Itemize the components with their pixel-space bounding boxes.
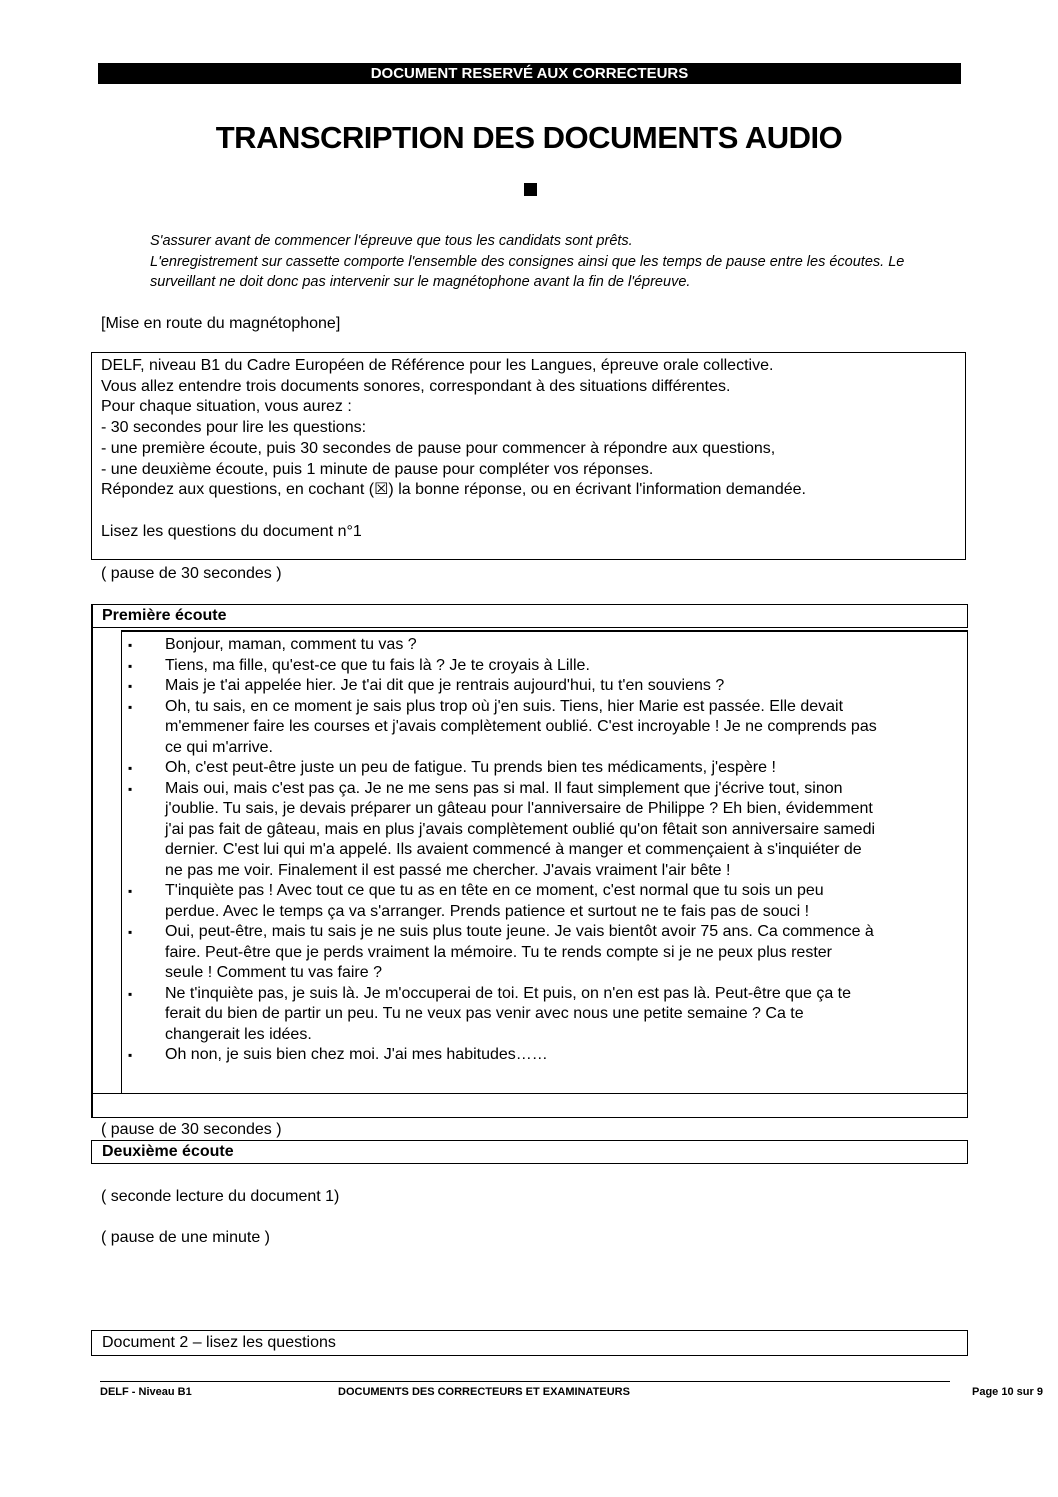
bullet-icon: ▪ bbox=[128, 1048, 133, 1062]
dialogue-item bbox=[128, 984, 958, 1046]
intro-line: - 30 secondes pour lire les questions: bbox=[101, 419, 367, 437]
dialogue-item bbox=[128, 656, 958, 677]
instructions bbox=[150, 231, 950, 293]
dialogue-line: ce qui m'arrive. bbox=[165, 738, 273, 756]
document-2-box: Document 2 – lisez les questions bbox=[91, 1330, 968, 1356]
dialogue-item bbox=[128, 779, 958, 882]
bullet-icon: ▪ bbox=[128, 761, 133, 775]
dialogue-line: Oh non, je suis bien chez moi. J'ai mes habitudes…… bbox=[165, 1046, 548, 1063]
dialogue-line: ne pas me voir. Finalement il est passé me chercher. J'avais vraiment l'air bête ! bbox=[165, 861, 731, 879]
dialogue-line: Mais oui, mais c'est pas ça. Je ne me sens pas si mal. Il faut simplement que j'écrive tout, sinon bbox=[165, 779, 843, 797]
bullet-icon: ▪ bbox=[128, 679, 133, 693]
second-listening-header: Deuxième écoute bbox=[91, 1140, 968, 1164]
square-marker-icon bbox=[524, 183, 537, 196]
dialogue-line: Bonjour, maman, comment tu vas ? bbox=[165, 636, 417, 653]
dialogue-line: Tiens, ma fille, qu'est-ce que tu fais là ? Je te croyais à Lille. bbox=[165, 656, 590, 674]
footer-page-number: Page 10 sur 9 bbox=[972, 1386, 1043, 1398]
dialogue-item bbox=[128, 758, 958, 779]
second-reading-note: ( seconde lecture du document 1) bbox=[101, 1188, 340, 1205]
dialogue-item bbox=[128, 697, 958, 759]
page-title: TRANSCRIPTION DES DOCUMENTS AUDIO bbox=[215, 120, 843, 155]
dialogue-line: j'ai pas fait de gâteau, mais en plus j'avais complètement oublié qu'on fêtait son anniversaire samedi bbox=[165, 820, 876, 838]
dialogue-item bbox=[128, 635, 958, 656]
first-listening-header: Première écoute bbox=[91, 604, 968, 628]
dialogue-line: Oh, c'est peut-être juste un peu de fatigue. Tu prends bien tes médicaments, j'espère ! bbox=[165, 759, 776, 776]
footer-divider bbox=[100, 1381, 950, 1382]
intro-line: Pour chaque situation, vous aurez : bbox=[101, 398, 352, 416]
bullet-icon: ▪ bbox=[128, 699, 133, 714]
pause-note: ( pause de 30 secondes ) bbox=[101, 1121, 282, 1138]
intro-line: Répondez aux questions, en cochant (☒) la bonne réponse, ou en écrivant l'information demandée. bbox=[101, 481, 806, 499]
intro-line: Vous allez entendre trois documents sonores, correspondant à des situations différentes. bbox=[101, 377, 731, 395]
dialogue-transcript bbox=[128, 635, 958, 1066]
dialogue-line: dernier. C'est lui qui m'a appelé. Ils avaient commencé à manger et commençaient à s'inquiéter de bbox=[165, 841, 862, 858]
bullet-icon: ▪ bbox=[128, 925, 133, 939]
dialogue-line: Ne t'inquiète pas, je suis là. Je m'occuperai de toi. Et puis, on n'en est pas là. Peut-être que ça te bbox=[165, 984, 851, 1002]
instruction-line: L'enregistrement sur cassette comporte l'ensemble des consignes ainsi que les temps de pause entre les écoutes. Le bbox=[150, 253, 905, 270]
intro-text bbox=[101, 356, 961, 542]
section-rule bbox=[91, 604, 93, 1118]
dialogue-line: Oh, tu sais, en ce moment je sais plus trop où j'en suis. Tiens, hier Marie est passée. Elle devait bbox=[165, 697, 844, 715]
bullet-icon: ▪ bbox=[128, 638, 133, 652]
intro-line: - une première écoute, puis 30 secondes de pause pour commencer à répondre aux questions, bbox=[101, 439, 776, 457]
instruction-line: surveillant ne doit donc pas intervenir sur le magnétophone avant la fin de l'épreuve. bbox=[150, 274, 691, 290]
dialogue-item bbox=[128, 1045, 958, 1066]
start-note: [Mise en route du magnétophone] bbox=[101, 315, 341, 332]
dialogue-line: Oui, peut-être, mais tu sais je ne suis plus toute jeune. Je vais bientôt avoir 75 ans. Ca commence à bbox=[165, 923, 874, 940]
bullet-icon: ▪ bbox=[128, 658, 133, 673]
dialogue-line: faire. Peut-être que je perds vraiment la mémoire. Tu te rends compte si je ne peux plus rester bbox=[165, 943, 832, 961]
dialogue-line: j'oublie. Tu sais, je devais préparer un gâteau pour l'anniversaire de Philippe ? Eh bien, évidemment bbox=[165, 800, 873, 817]
footer-center: DOCUMENTS DES CORRECTEURS ET EXAMINATEURS bbox=[338, 1386, 630, 1398]
dialogue-line: seule ! Comment tu vas faire ? bbox=[165, 964, 382, 981]
dialogue-item bbox=[128, 922, 958, 984]
dialogue-line: Mais je t'ai appelée hier. Je t'ai dit que je rentrais aujourd'hui, tu t'en souviens ? bbox=[165, 677, 725, 694]
dialogue-line: m'emmener faire les courses et j'avais complètement oublié. C'est incroyable ! Je ne comprends pas bbox=[165, 718, 877, 735]
intro-line: DELF, niveau B1 du Cadre Européen de Référence pour les Langues, épreuve orale collective. bbox=[101, 357, 774, 374]
pause-note: ( pause de une minute ) bbox=[101, 1229, 270, 1246]
instruction-line: S'assurer avant de commencer l'épreuve que tous les candidats sont prêts. bbox=[150, 233, 633, 249]
dialogue-line: ferait du bien de partir un peu. Tu ne veux pas venir avec nous une petite semaine ? Ca te bbox=[165, 1005, 804, 1022]
intro-line: - une deuxième écoute, puis 1 minute de pause pour compléter vos réponses. bbox=[101, 460, 654, 478]
dialogue-item bbox=[128, 676, 958, 697]
footer-left: DELF - Niveau B1 bbox=[100, 1386, 192, 1398]
reserved-banner: DOCUMENT RESERVÉ AUX CORRECTEURS bbox=[98, 63, 961, 84]
dialogue-footer-box bbox=[91, 1093, 968, 1118]
dialogue-line: perdue. Avec le temps ça va s'arranger. Prends patience et surtout ne te fais pas de souci ! bbox=[165, 902, 810, 920]
bullet-icon: ▪ bbox=[128, 884, 133, 898]
bullet-icon: ▪ bbox=[128, 781, 133, 796]
dialogue-line: T'inquiète pas ! Avec tout ce que tu as en tête en ce moment, c'est normal que tu sois un peu bbox=[165, 882, 824, 899]
intro-line bbox=[101, 501, 961, 522]
dialogue-line: changerait les idées. bbox=[165, 1025, 312, 1043]
pause-note: ( pause de 30 secondes ) bbox=[101, 565, 282, 582]
dialogue-item bbox=[128, 881, 958, 922]
bullet-icon: ▪ bbox=[128, 986, 133, 1001]
intro-line: Lisez les questions du document n°1 bbox=[101, 522, 362, 540]
